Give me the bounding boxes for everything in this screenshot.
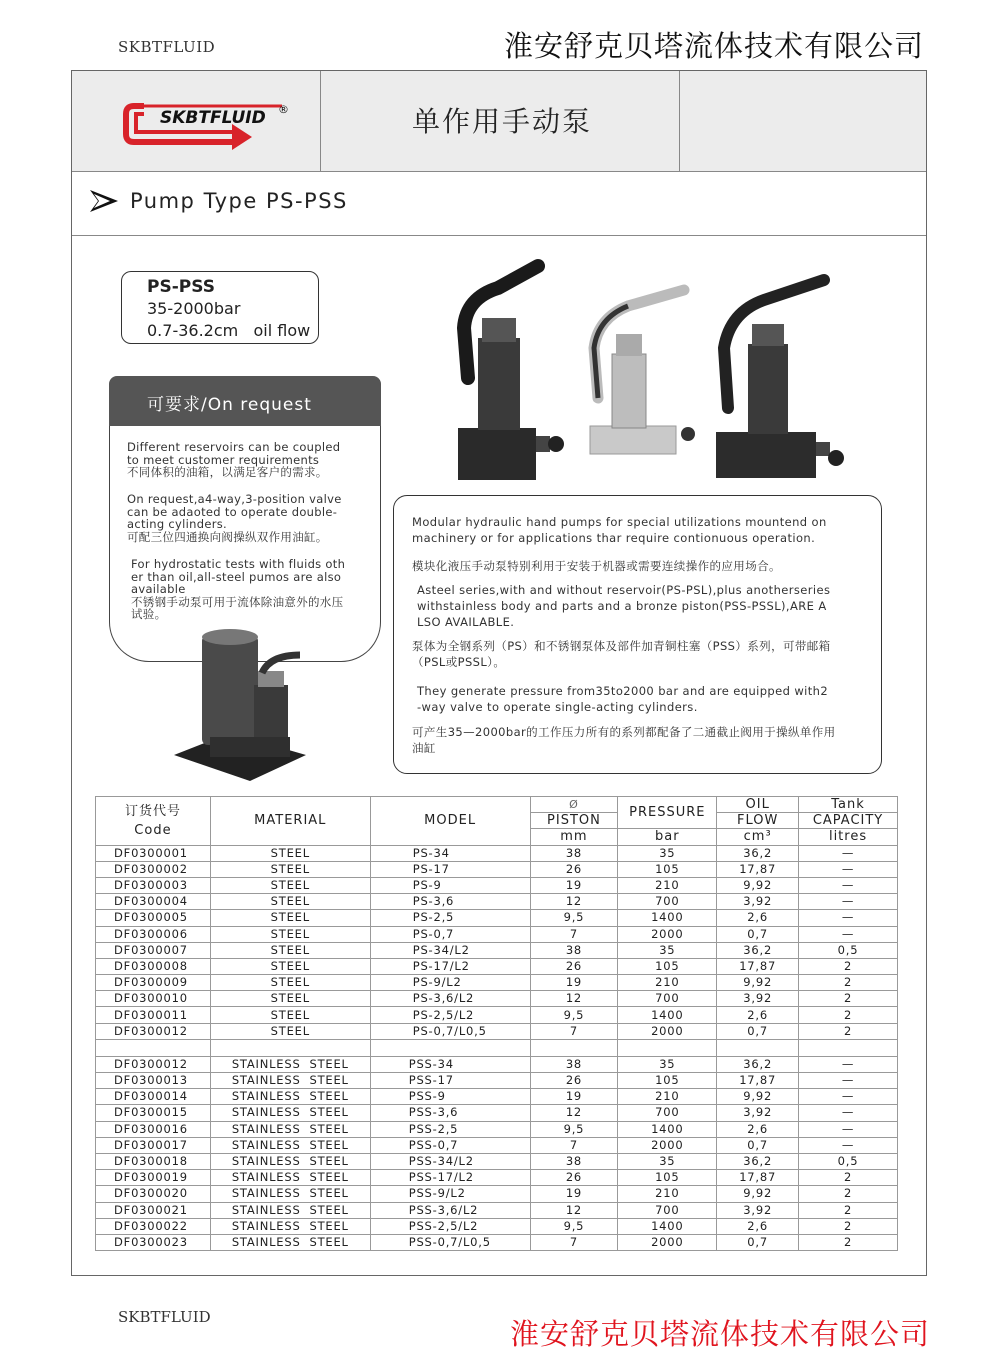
on-request-item: For hydrostatic tests with fluids oth er than oil,all-steel pumos are also available 不锈钢手动泵可用于流体除油意外的水压 试验。 [131,557,346,621]
code-cell: DF0300023 [96,1234,211,1250]
pump-image-pss [590,290,695,454]
pressure-cell: 210 [618,1186,717,1202]
tank-cell: — [799,1105,898,1121]
flow-cell: 0,7 [717,1023,799,1039]
material-cell: STAINLESS STEEL [210,1121,370,1137]
material-cell: STAINLESS STEEL [210,1056,370,1072]
description-paragraph-cn: 模块化液压手动泵特别利用于安装于机器或需要连续操作的应用场合。 [412,559,781,573]
table-row [96,1056,898,1072]
piston-cell: 12 [530,1105,618,1121]
piston-cell: 9,5 [530,1007,618,1023]
spec-summary-box [121,271,319,344]
pump-image-ps [458,266,564,480]
material-cell: STEEL [210,1023,370,1039]
header-flow: FLOW [717,813,799,829]
description-paragraph: Asteel series,with and without reservoir(PS-PSL),plus anotherseries withstainless body and parts and a bronze piston(PSS-PSSL),ARE A LSO AVAILABLE. [417,583,831,629]
model-cell: PSS-34 [370,1056,530,1072]
material-cell: STAINLESS STEEL [210,1218,370,1234]
material-cell: STAINLESS STEEL [210,1170,370,1186]
piston-cell: 26 [530,1170,618,1186]
pressure-cell: 2000 [618,1137,717,1153]
piston-cell: 12 [530,894,618,910]
specification-table [95,796,898,1251]
pressure-cell: 105 [618,958,717,974]
model-cell: PS-2,5 [370,910,530,926]
logo-text: SKBTFLUID [160,108,266,128]
header-piston: PISTON [530,813,618,829]
header-piston-symbol: Ø [530,797,618,813]
pressure-cell: 210 [618,1089,717,1105]
model-cell: PSS-3,6 [370,1105,530,1121]
tank-cell: 2 [799,1007,898,1023]
flow-cell: 36,2 [717,1153,799,1169]
table-row [96,1007,898,1023]
pressure-cell: 2000 [618,926,717,942]
pressure-cell: 2000 [618,1234,717,1250]
table-row [96,910,898,926]
flow-cell: 2,6 [717,1218,799,1234]
code-cell: DF0300001 [96,845,211,861]
piston-cell: 9,5 [530,1121,618,1137]
flow-cell: 9,92 [717,877,799,893]
model-cell: PS-2,5/L2 [370,1007,530,1023]
piston-cell: 38 [530,1153,618,1169]
header-piston-unit: mm [530,829,618,845]
description-paragraph: Modular hydraulic hand pumps for special utilizations mountend on machinery or for applications thar require contionuous operation. [412,515,827,545]
spec-pressure: 35-2000bar [147,299,241,318]
material-cell: STEEL [210,958,370,974]
pressure-cell: 210 [618,975,717,991]
code-cell: DF0300018 [96,1153,211,1169]
code-cell: DF0300007 [96,942,211,958]
code-cell: DF0300002 [96,861,211,877]
pressure-cell: 35 [618,845,717,861]
tank-cell: 2 [799,1170,898,1186]
on-request-item: On request,a4-way,3-position valve can be adaoted to operate double- acting cylinders. 可配三位四通换向阀操纵双作用油缸。 [127,492,342,544]
flow-cell: 3,92 [717,1202,799,1218]
flow-cell: 3,92 [717,991,799,1007]
header-tank: Tank [799,797,898,813]
pressure-cell: 35 [618,1153,717,1169]
model-cell: PS-9 [370,877,530,893]
material-cell: STEEL [210,910,370,926]
material-cell: STEEL [210,975,370,991]
pressure-cell: 35 [618,942,717,958]
model-cell: PSS-2,5/L2 [370,1218,530,1234]
material-cell: STEEL [210,926,370,942]
piston-cell: 19 [530,975,618,991]
pressure-cell: 700 [618,1202,717,1218]
piston-cell: 26 [530,958,618,974]
pressure-cell: 700 [618,991,717,1007]
material-cell: STEEL [210,991,370,1007]
code-cell: DF0300016 [96,1121,211,1137]
header-code: 订货代号 Code [96,797,211,846]
table-row [96,1153,898,1169]
model-cell: PSS-9 [370,1089,530,1105]
header-brand: SKBTFLUID [118,38,216,56]
material-cell: STEEL [210,1007,370,1023]
material-cell: STEEL [210,861,370,877]
pressure-cell: 105 [618,1073,717,1089]
model-cell: PS-9/L2 [370,975,530,991]
model-cell: PSS-17 [370,1073,530,1089]
flow-cell: 9,92 [717,975,799,991]
material-cell: STAINLESS STEEL [210,1234,370,1250]
code-cell: DF0300008 [96,958,211,974]
tank-cell: — [799,1073,898,1089]
header-pressure-unit: bar [618,829,717,845]
tank-cell: 0,5 [799,1153,898,1169]
spec-model: PS-PSS [147,277,215,297]
table-row [96,1023,898,1039]
header-material: MATERIAL [210,797,370,846]
code-cell: DF0300006 [96,926,211,942]
header-capacity: CAPACITY [799,813,898,829]
tank-cell: 2 [799,1202,898,1218]
model-cell: PS-0,7 [370,926,530,942]
tank-cell: — [799,1089,898,1105]
table-row [96,1137,898,1153]
pressure-cell: 700 [618,894,717,910]
pressure-cell: 210 [618,877,717,893]
on-request-item: Different reservoirs can be coupled to meet customer requirements 不同体积的油箱，以满足客户的需求。 [127,440,341,479]
header-flow-unit: cm³ [717,829,799,845]
code-cell: DF0300019 [96,1170,211,1186]
table-row [96,1073,898,1089]
model-cell: PSS-0,7/L0,5 [370,1234,530,1250]
piston-cell: 26 [530,1073,618,1089]
material-cell: STEEL [210,894,370,910]
material-cell: STAINLESS STEEL [210,1073,370,1089]
piston-cell: 9,5 [530,1218,618,1234]
code-cell: DF0300012 [96,1056,211,1072]
piston-cell: 38 [530,942,618,958]
pump-image-psl [716,280,844,478]
material-cell: STAINLESS STEEL [210,1137,370,1153]
material-cell: STEEL [210,877,370,893]
piston-cell: 12 [530,1202,618,1218]
code-cell: DF0300012 [96,1023,211,1039]
model-cell: PS-17 [370,861,530,877]
pump-with-reservoir-photo [170,625,310,785]
tank-cell: — [799,1056,898,1072]
tank-cell: 2 [799,991,898,1007]
pressure-cell: 700 [618,1105,717,1121]
tank-cell: — [799,910,898,926]
pressure-cell: 1400 [618,1007,717,1023]
flow-cell: 9,92 [717,1186,799,1202]
piston-cell: 38 [530,1056,618,1072]
material-cell: STAINLESS STEEL [210,1202,370,1218]
on-request-heading: 可要求/On request [109,376,381,426]
code-cell: DF0300009 [96,975,211,991]
table-row [96,1234,898,1250]
flow-cell: 36,2 [717,1056,799,1072]
flow-cell: 3,92 [717,894,799,910]
piston-cell: 7 [530,1137,618,1153]
code-cell: DF0300021 [96,1202,211,1218]
code-cell: DF0300003 [96,877,211,893]
flow-cell: 2,6 [717,910,799,926]
model-cell: PS-34/L2 [370,942,530,958]
flow-cell: 17,87 [717,1170,799,1186]
flow-cell: 17,87 [717,1073,799,1089]
header-tank-unit: litres [799,829,898,845]
table-row [96,861,898,877]
table-row [96,975,898,991]
title-band-divider [320,71,321,171]
pressure-cell: 1400 [618,1121,717,1137]
flow-cell: 36,2 [717,942,799,958]
model-cell: PS-0,7/L0,5 [370,1023,530,1039]
footer-brand: SKBTFLUID [118,1308,211,1326]
flow-cell: 0,7 [717,1137,799,1153]
code-cell: DF0300020 [96,1186,211,1202]
model-cell: PSS-2,5 [370,1121,530,1137]
pressure-cell: 105 [618,1170,717,1186]
flow-cell: 3,92 [717,1105,799,1121]
flow-cell: 0,7 [717,926,799,942]
tank-cell: 2 [799,975,898,991]
model-cell: PS-17/L2 [370,958,530,974]
tank-cell: 2 [799,958,898,974]
model-cell: PSS-9/L2 [370,1186,530,1202]
code-cell: DF0300014 [96,1089,211,1105]
arrow-right-icon [90,190,118,212]
description-paragraph: They generate pressure from35to2000 bar and are equipped with2 -way valve to operate single-acting cylinders. [417,684,829,714]
code-cell: DF0300005 [96,910,211,926]
code-cell: DF0300017 [96,1137,211,1153]
model-cell: PSS-3,6/L2 [370,1202,530,1218]
tank-cell: — [799,877,898,893]
description-paragraph-cn: 可产生35—2000bar的工作压力所有的系列都配备了二通截止阀用于操纵单作用 油缸 [412,725,836,755]
pressure-cell: 1400 [618,910,717,926]
material-cell: STAINLESS STEEL [210,1089,370,1105]
piston-cell: 12 [530,991,618,1007]
code-cell: DF0300010 [96,991,211,1007]
header-model: MODEL [370,797,530,846]
logo-registered-mark: ® [278,103,289,116]
pump-product-photos [448,258,868,490]
pressure-cell: 35 [618,1056,717,1072]
skbtfluid-logo [122,96,297,152]
table-row [96,1105,898,1121]
table-row [96,991,898,1007]
footer-company-name: 淮安舒克贝塔流体技术有限公司 [509,1317,930,1351]
pressure-cell: 105 [618,861,717,877]
piston-cell: 19 [530,1186,618,1202]
piston-cell: 38 [530,845,618,861]
spec-flow: 0.7-36.2cm oil flow [147,321,311,340]
title-band-divider [679,71,680,171]
tank-cell: — [799,894,898,910]
header-oil: OIL [717,797,799,813]
code-cell: DF0300022 [96,1218,211,1234]
tank-cell: 2 [799,1023,898,1039]
table-row [96,958,898,974]
piston-cell: 19 [530,1089,618,1105]
tank-cell: 2 [799,1186,898,1202]
flow-cell: 2,6 [717,1121,799,1137]
pressure-cell: 2000 [618,1023,717,1039]
model-cell: PS-3,6 [370,894,530,910]
code-cell: DF0300015 [96,1105,211,1121]
table-row [96,1202,898,1218]
header-pressure: PRESSURE [618,797,717,829]
code-cell: DF0300004 [96,894,211,910]
piston-cell: 7 [530,926,618,942]
piston-cell: 26 [530,861,618,877]
flow-cell: 9,92 [717,1089,799,1105]
material-cell: STAINLESS STEEL [210,1153,370,1169]
tank-cell: 2 [799,1218,898,1234]
tank-cell: — [799,926,898,942]
material-cell: STEEL [210,845,370,861]
table-row [96,1121,898,1137]
tank-cell: — [799,861,898,877]
model-cell: PSS-17/L2 [370,1170,530,1186]
piston-cell: 7 [530,1234,618,1250]
table-row [96,1170,898,1186]
tank-cell: 0,5 [799,942,898,958]
piston-cell: 19 [530,877,618,893]
table-separator-row [96,1039,898,1056]
table-row [96,877,898,893]
tank-cell: — [799,1121,898,1137]
table-row [96,942,898,958]
model-cell: PS-34 [370,845,530,861]
table-row [96,894,898,910]
table-row [96,926,898,942]
pressure-cell: 1400 [618,1218,717,1234]
table-row [96,1218,898,1234]
description-paragraph-cn: 泵体为全钢系列（PS）和不锈钢泵体及部件加青铜柱塞（PSS）系列，可带邮箱 （PSL或PSSL）。 [412,639,831,669]
table-row [96,845,898,861]
model-cell: PSS-34/L2 [370,1153,530,1169]
flow-cell: 0,7 [717,1234,799,1250]
material-cell: STAINLESS STEEL [210,1186,370,1202]
page-title: 单作用手动泵 [412,105,593,138]
material-cell: STEEL [210,942,370,958]
model-cell: PS-3,6/L2 [370,991,530,1007]
table-row [96,1186,898,1202]
table-row [96,1089,898,1105]
tank-cell: — [799,1137,898,1153]
model-cell: PSS-0,7 [370,1137,530,1153]
piston-cell: 7 [530,1023,618,1039]
flow-cell: 36,2 [717,845,799,861]
code-cell: DF0300011 [96,1007,211,1023]
tank-cell: 2 [799,1234,898,1250]
flow-cell: 17,87 [717,958,799,974]
tank-cell: — [799,845,898,861]
flow-cell: 2,6 [717,1007,799,1023]
flow-cell: 17,87 [717,861,799,877]
material-cell: STAINLESS STEEL [210,1105,370,1121]
piston-cell: 9,5 [530,910,618,926]
code-cell: DF0300013 [96,1073,211,1089]
header-company-name: 淮安舒克贝塔流体技术有限公司 [503,29,924,63]
section-divider [72,235,926,236]
pump-type-heading: Pump Type PS-PSS [130,189,348,213]
